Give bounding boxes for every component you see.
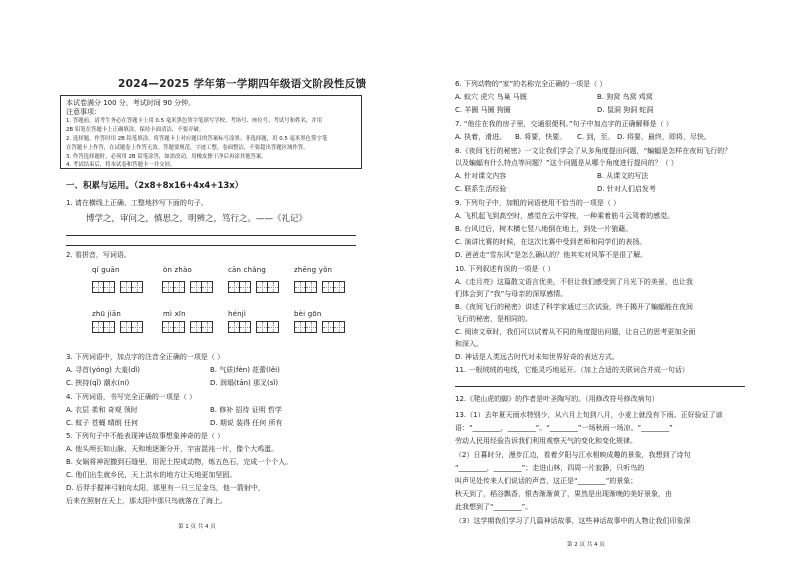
option[interactable]: B.《夜间飞行的秘密》讲述了科学家通过三次试验，终于揭开了蝙蝠能在夜间	[455, 303, 694, 311]
notice-line: 本试卷满分 100 分，考试时间 90 分钟。	[66, 99, 196, 107]
option[interactable]: B. 台风过后，树木横七竖八地倒在地上，到处一片狼藉。	[455, 225, 633, 233]
option[interactable]: B. 女娲将神泥撒到石缝里，用泥土捏成动物，炼五色石，完成一个个人。	[66, 458, 293, 466]
option-continued: 后来在照射在天上，那太阳中那只鸟就落在了海上。	[66, 497, 227, 505]
option[interactable]: B. 修补 招待 证明 哲学	[210, 406, 282, 414]
pinyin: mì xīn	[163, 310, 186, 318]
char-grid[interactable]	[294, 321, 344, 333]
option[interactable]: A.《走月亮》这篇散文语言优美，不但让我们感受到了月光下的美景，也让我	[455, 278, 693, 286]
option-continued: 们体会到了“我”与母亲的深厚感情。	[455, 290, 568, 298]
question-6: 6. 下列动物的“家”的名称完全正确的一项是（ ）	[455, 80, 607, 88]
question-12: 12.《爬山虎的脚》的作者是叶圣陶写的。（用修改符号修改病句）	[455, 395, 659, 403]
fill-line[interactable]: 此我想到了“________”。	[455, 503, 533, 511]
answer-line[interactable]	[66, 245, 356, 246]
option[interactable]: D. 将要，最终，即将，尽快。	[617, 133, 711, 141]
char-grid[interactable]	[162, 321, 212, 333]
option[interactable]: B. 将要，快要。	[515, 133, 567, 141]
pinyin: hénjì	[228, 310, 247, 318]
question-10: 10. 下列叙述有误的一项是（ ）	[455, 265, 555, 273]
option[interactable]: D. 神话是人类远古时代对未知世界好奇的表达方式。	[455, 353, 619, 361]
page-2	[397, 0, 794, 561]
pinyin: cān chǎng	[228, 266, 267, 274]
option[interactable]: D. 针对人们启发考	[597, 185, 656, 193]
question-5: 5. 下列句子中不能表现神话故事想象神奇的是（ ）	[66, 432, 225, 440]
question-13-cont: 劳动人民用经验告诉我们利用观察天气的变化和变化规律。	[455, 437, 637, 445]
question-13: 13.（1）去年夏天雨水特别少，从六月上旬到八月，小麦上就没有下雨。正好验证了谚	[455, 411, 723, 419]
question-9: 9. 下列句子中，加粗的词语使用不恰当的一项是（ ）	[455, 199, 621, 207]
option[interactable]: C. 蚊子 苍蝇 晴朗 任何	[66, 419, 139, 427]
pinyin: qí guān	[92, 266, 120, 274]
option[interactable]: A. 执着，滑进。	[455, 133, 507, 141]
option[interactable]: D. 后羿手握神弓射向太阳，那里有一只三足金乌，他一箭射中，	[66, 484, 265, 492]
char-grid[interactable]	[92, 281, 142, 293]
char-grid[interactable]	[294, 281, 344, 293]
option[interactable]: C. 联系生活经验	[455, 185, 507, 193]
option[interactable]: D. 爸爸走“雪东风”是怎么确认的？他其实对风筝不是很了解。	[455, 251, 648, 259]
option[interactable]: A. 针对课文内容	[455, 172, 507, 180]
fill-line[interactable]: 叫声见处传来人们说话的声音，这正是“________”的景象；	[455, 477, 638, 485]
option[interactable]: D. 鼠洞 狗洞 蛇洞	[597, 106, 654, 114]
question-8: 8.《夜间飞行的秘密》一文让我们学会了从多角度提出问题，“蝙蝠是怎样在夜间飞行的？	[455, 147, 732, 155]
option-continued: 飞行的秘密，是相同的。	[455, 315, 532, 323]
question-13-2: （2）日暮时分，漫步江边，看着夕阳与江水相映成趣的景象，我想到了诗句	[455, 451, 691, 459]
question-13-2-cont: 秋天到了，稻谷飘香，银杏渐渐黄了，果然是出现渐晚的美好景象，由	[455, 490, 672, 498]
question-13-3: （3）这学期我们学习了几篇神话故事，这些神话故事中的人物让我们印象深	[455, 517, 691, 525]
question-3: 3. 下列词语中，加点字的注音全正确的一项是（ ）	[66, 353, 225, 361]
option[interactable]: A. 飞机起飞到高空时，感觉在云中穿梭，一种乘着筋斗云驾着的感觉。	[455, 212, 675, 220]
question-11: 11. 一根绒绒的电线，它能灵巧地延开。（加上合适的关联词合并成一句话）	[455, 366, 689, 374]
option[interactable]: C. 演讲比赛的时候，在这次比赛中受到老师和同学们的表扬。	[455, 238, 647, 246]
page-footer: 第 1 页 共 4 页	[178, 524, 216, 530]
option[interactable]: C. 他们出生就乡民，天上洪水的地方让天地更加坚固。	[66, 471, 237, 479]
question-4: 4. 下列词语，书写完全正确的一项是（ ）	[66, 393, 197, 401]
question-7: 7. “他往在我的房子里，交通很便利。”句子中加点字的正确解释是（ ）	[455, 120, 673, 128]
page-footer: 第 2 页 共 4 页	[567, 542, 605, 548]
quote-text: 博学之，审问之，慎思之，明辨之，笃行之。——《礼记》	[86, 214, 308, 224]
char-grid[interactable]	[92, 321, 142, 333]
question-8-cont: 以及蝙蝠有什么特点等问题？”这个问题是从哪个角度进行提问的？（ ）	[455, 159, 678, 167]
fill-line[interactable]: 语：“________，________”。“________”一场秋雨一场凉。“________”	[455, 424, 673, 432]
option[interactable]: B. 气质(fèn) 花蕾(lěi)	[210, 366, 280, 374]
notice-line: 2. 选择题，作答时用 2B 铅笔填涂，将答题卡上对应题目的答案标号涂黑；非选择题，用 0.5 毫米黑色签字笔	[66, 136, 328, 142]
pinyin: zhēng yǒn	[294, 266, 333, 274]
option[interactable]: A. 蚁穴 虎穴 鸟巢 马厩	[455, 93, 527, 101]
char-grid[interactable]	[228, 281, 278, 293]
notice-line: 注意事项：	[66, 108, 101, 116]
notice-line: 3. 作答选择题时，必须用 2B 铅笔涂答，如需改动，用橡皮擦干净后再涂其他答案。	[66, 154, 267, 160]
option[interactable]: C. 挟持(qǐ) 潮水(ní)	[66, 379, 130, 387]
section-heading: 一、积累与运用。（2x8+8x16+4x4+13x）	[66, 181, 244, 191]
fill-line[interactable]: “________，________”；走进山林，四周一片寂静，只听鸟的	[455, 464, 645, 472]
notice-line: 2B 铅笔在答题卡上正确填涂，保持卡面清洁，不要弄破。	[66, 127, 205, 133]
notice-line: 在答题卡上作答，在试题卷上作答无效。答题要规范，字迹工整，卷面整洁，不要超出答题区域作答。	[66, 145, 309, 151]
notice-line: 1. 答题前，请考生务必在答题卡上用 0.5 毫米黑色签字笔填写学校、考场号、座位号、考试号和姓名，并用	[66, 118, 323, 124]
option-continued: 和深入。	[455, 340, 483, 348]
pinyin: zhū jiān	[92, 310, 121, 318]
option[interactable]: D. 期说 装得 任何 所有	[210, 419, 283, 427]
option[interactable]: B. 狗窝 鸟窝 鸡窝	[597, 93, 653, 101]
option[interactable]: A. 衣层 柔和 奇观 领时	[66, 406, 138, 414]
option[interactable]: C. 阅读文章时，我们可以试着从不同的角度提出问题，让自己的思考更加全面	[455, 328, 696, 336]
answer-line[interactable]	[66, 235, 356, 236]
pinyin: òn zhào	[163, 266, 193, 274]
option[interactable]: C. 到，至。	[577, 133, 615, 141]
option[interactable]: C. 羊圈 马圈 狗圈	[455, 106, 511, 114]
option[interactable]: B. 从课文的写法	[597, 172, 649, 180]
answer-line[interactable]	[455, 386, 745, 387]
char-grid[interactable]	[162, 281, 212, 293]
exam-title: 2024—2025 学年第一学期四年级语文阶段性反馈	[118, 78, 367, 90]
option[interactable]: A. 他头颅长如山脉，天和地逐渐分开，宇宙混沌一片，像个大鸡蛋。	[66, 445, 279, 453]
char-grid[interactable]	[228, 321, 278, 333]
option[interactable]: A. 寻首(yóng) 大羞(dǐ)	[66, 366, 140, 374]
option[interactable]: D. 润塌(tān) 那叉(sǐ)	[210, 379, 279, 387]
pinyin: bèi gōn	[294, 310, 322, 318]
notice-line: 4. 考试结束后，将本试卷和答题卡一并交回。	[66, 162, 176, 168]
question-2: 2. 看拼音，写词语。	[66, 251, 131, 259]
question-1: 1. 请在横线上正确、工整地抄写下面的句子。	[66, 199, 208, 207]
